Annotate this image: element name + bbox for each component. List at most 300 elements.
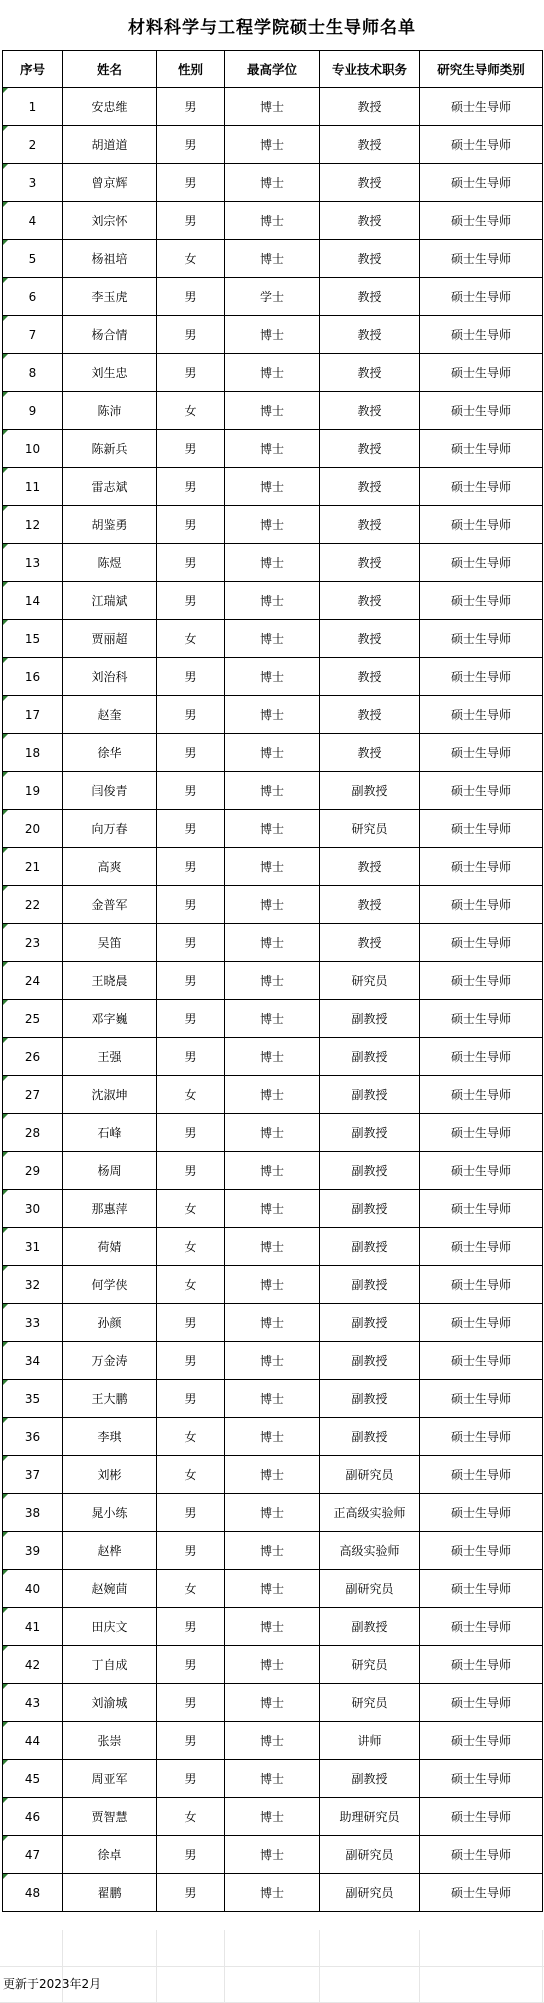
table-row [3,582,543,620]
cell-index: 3 [3,164,63,202]
cell-degree: 博士 [225,1190,320,1228]
cell-title: 教授 [320,886,420,924]
cell-advisor-type: 硕士生导师 [420,962,543,1000]
cell-name: 孙颜 [63,1304,157,1342]
table-row [3,620,543,658]
cell-index: 28 [3,1114,63,1152]
cell-advisor-type: 硕士生导师 [420,1608,543,1646]
cell-index: 11 [3,468,63,506]
cell-index: 2 [3,126,63,164]
table-row [3,1000,543,1038]
cell-gender: 女 [157,392,225,430]
cell-name: 杨祖培 [63,240,157,278]
cell-gender: 男 [157,164,225,202]
cell-title: 副教授 [320,1038,420,1076]
cell-advisor-type: 硕士生导师 [420,1646,543,1684]
cell-degree: 博士 [225,506,320,544]
cell-advisor-type: 硕士生导师 [420,1152,543,1190]
cell-advisor-type: 硕士生导师 [420,316,543,354]
cell-index: 5 [3,240,63,278]
cell-title: 副研究员 [320,1570,420,1608]
cell-name: 刘治科 [63,658,157,696]
cell-advisor-type: 硕士生导师 [420,240,543,278]
cell-title: 副教授 [320,1608,420,1646]
table-row [3,886,543,924]
table-row [3,1760,543,1798]
cell-advisor-type: 硕士生导师 [420,1304,543,1342]
cell-gender: 女 [157,1190,225,1228]
cell-index: 47 [3,1836,63,1874]
cell-advisor-type: 硕士生导师 [420,810,543,848]
cell-gender: 男 [157,1608,225,1646]
cell-index: 29 [3,1152,63,1190]
column-header-gender: 性别 [157,51,225,88]
cell-gender: 男 [157,1000,225,1038]
cell-advisor-type: 硕士生导师 [420,1456,543,1494]
table-row [3,734,543,772]
cell-title: 教授 [320,848,420,886]
cell-advisor-type: 硕士生导师 [420,1266,543,1304]
table-row [3,1494,543,1532]
cell-gender: 男 [157,506,225,544]
cell-degree: 博士 [225,924,320,962]
cell-index: 44 [3,1722,63,1760]
cell-name: 胡鉴勇 [63,506,157,544]
cell-index: 43 [3,1684,63,1722]
cell-name: 赵奎 [63,696,157,734]
cell-index: 33 [3,1304,63,1342]
table-row [3,1874,543,1912]
cell-title: 研究员 [320,810,420,848]
cell-degree: 博士 [225,582,320,620]
cell-name: 江瑞斌 [63,582,157,620]
cell-advisor-type: 硕士生导师 [420,886,543,924]
cell-name: 那惠萍 [63,1190,157,1228]
cell-degree: 博士 [225,202,320,240]
table-row [3,1304,543,1342]
cell-index: 1 [3,88,63,126]
cell-advisor-type: 硕士生导师 [420,430,543,468]
cell-title: 教授 [320,506,420,544]
cell-degree: 博士 [225,1266,320,1304]
cell-advisor-type: 硕士生导师 [420,696,543,734]
cell-title: 副研究员 [320,1874,420,1912]
cell-index: 8 [3,354,63,392]
cell-index: 17 [3,696,63,734]
cell-gender: 男 [157,1038,225,1076]
update-note: 更新于2023年2月 [3,1976,102,1991]
cell-advisor-type: 硕士生导师 [420,1000,543,1038]
cell-gender: 男 [157,1684,225,1722]
table-row [3,696,543,734]
table-row [3,1684,543,1722]
column-header-degree: 最高学位 [225,51,320,88]
cell-degree: 博士 [225,1760,320,1798]
cell-gender: 男 [157,468,225,506]
cell-degree: 博士 [225,734,320,772]
cell-title: 研究员 [320,962,420,1000]
cell-gender: 男 [157,810,225,848]
cell-gender: 男 [157,658,225,696]
cell-name: 周亚军 [63,1760,157,1798]
cell-title: 教授 [320,164,420,202]
cell-gender: 男 [157,924,225,962]
cell-title: 副研究员 [320,1836,420,1874]
table-row [3,1570,543,1608]
table-row [3,1836,543,1874]
cell-gender: 男 [157,1152,225,1190]
cell-gender: 男 [157,544,225,582]
table-row [3,1646,543,1684]
cell-degree: 博士 [225,1418,320,1456]
cell-title: 教授 [320,278,420,316]
cell-name: 雷志斌 [63,468,157,506]
table-row [3,1722,543,1760]
table-row [3,316,543,354]
cell-index: 34 [3,1342,63,1380]
cell-name: 李琪 [63,1418,157,1456]
cell-advisor-type: 硕士生导师 [420,126,543,164]
page-title: 材料科学与工程学院硕士生导师名单 [128,17,416,38]
cell-name: 陈沛 [63,392,157,430]
cell-title: 教授 [320,354,420,392]
cell-gender: 女 [157,1798,225,1836]
cell-degree: 博士 [225,658,320,696]
cell-name: 杨合情 [63,316,157,354]
cell-title: 教授 [320,126,420,164]
cell-index: 48 [3,1874,63,1912]
cell-name: 赵婉茴 [63,1570,157,1608]
cell-title: 副教授 [320,1190,420,1228]
cell-advisor-type: 硕士生导师 [420,1038,543,1076]
cell-index: 21 [3,848,63,886]
cell-advisor-type: 硕士生导师 [420,506,543,544]
cell-name: 胡道道 [63,126,157,164]
cell-name: 王晓晨 [63,962,157,1000]
cell-title: 副教授 [320,1304,420,1342]
cell-degree: 博士 [225,1228,320,1266]
cell-name: 刘生忠 [63,354,157,392]
cell-title: 副教授 [320,772,420,810]
cell-gender: 男 [157,1114,225,1152]
cell-title: 教授 [320,924,420,962]
cell-name: 向万春 [63,810,157,848]
cell-gender: 女 [157,1266,225,1304]
cell-index: 19 [3,772,63,810]
cell-title: 副研究员 [320,1456,420,1494]
table-row [3,810,543,848]
cell-index: 13 [3,544,63,582]
table-row [3,88,543,126]
table-row [3,1418,543,1456]
cell-index: 20 [3,810,63,848]
cell-degree: 博士 [225,1874,320,1912]
column-header-name: 姓名 [63,51,157,88]
cell-name: 刘渝城 [63,1684,157,1722]
cell-index: 6 [3,278,63,316]
cell-advisor-type: 硕士生导师 [420,582,543,620]
cell-name: 晁小练 [63,1494,157,1532]
cell-name: 陈新兵 [63,430,157,468]
cell-advisor-type: 硕士生导师 [420,772,543,810]
cell-gender: 男 [157,1874,225,1912]
cell-title: 研究员 [320,1684,420,1722]
cell-name: 李玉虎 [63,278,157,316]
table-row [3,1228,543,1266]
cell-index: 14 [3,582,63,620]
cell-title: 副教授 [320,1000,420,1038]
cell-index: 41 [3,1608,63,1646]
cell-title: 副教授 [320,1228,420,1266]
cell-degree: 博士 [225,1456,320,1494]
cell-title: 副教授 [320,1152,420,1190]
cell-degree: 博士 [225,1494,320,1532]
cell-advisor-type: 硕士生导师 [420,164,543,202]
cell-name: 杨周 [63,1152,157,1190]
cell-name: 沈淑坤 [63,1076,157,1114]
cell-title: 教授 [320,658,420,696]
table-row [3,1038,543,1076]
cell-name: 田庆文 [63,1608,157,1646]
cell-gender: 男 [157,582,225,620]
table-row [3,544,543,582]
table-row [3,278,543,316]
table-row [3,1266,543,1304]
table-row [3,658,543,696]
cell-degree: 博士 [225,1114,320,1152]
cell-advisor-type: 硕士生导师 [420,1532,543,1570]
cell-degree: 博士 [225,1380,320,1418]
cell-title: 教授 [320,88,420,126]
cell-advisor-type: 硕士生导师 [420,1114,543,1152]
cell-gender: 男 [157,1646,225,1684]
cell-gender: 男 [157,354,225,392]
cell-title: 副教授 [320,1342,420,1380]
cell-gender: 男 [157,88,225,126]
table-row [3,354,543,392]
cell-degree: 博士 [225,126,320,164]
cell-gender: 男 [157,1532,225,1570]
cell-degree: 博士 [225,620,320,658]
cell-advisor-type: 硕士生导师 [420,1874,543,1912]
cell-advisor-type: 硕士生导师 [420,1760,543,1798]
cell-gender: 男 [157,126,225,164]
cell-degree: 博士 [225,316,320,354]
cell-name: 徐卓 [63,1836,157,1874]
cell-gender: 男 [157,772,225,810]
cell-degree: 博士 [225,1304,320,1342]
cell-advisor-type: 硕士生导师 [420,88,543,126]
cell-degree: 博士 [225,962,320,1000]
cell-gender: 男 [157,1760,225,1798]
table-row [3,1152,543,1190]
cell-degree: 博士 [225,1038,320,1076]
cell-advisor-type: 硕士生导师 [420,1684,543,1722]
cell-gender: 女 [157,1570,225,1608]
cell-advisor-type: 硕士生导师 [420,1380,543,1418]
table-row [3,392,543,430]
cell-advisor-type: 硕士生导师 [420,1722,543,1760]
cell-name: 贾丽超 [63,620,157,658]
cell-name: 闫俊青 [63,772,157,810]
cell-gender: 男 [157,696,225,734]
table-header-row [3,51,543,88]
cell-name: 万金涛 [63,1342,157,1380]
cell-degree: 学士 [225,278,320,316]
cell-advisor-type: 硕士生导师 [420,354,543,392]
cell-title: 教授 [320,430,420,468]
table-row [3,468,543,506]
cell-degree: 博士 [225,468,320,506]
table-row [3,1380,543,1418]
cell-degree: 博士 [225,1798,320,1836]
cell-advisor-type: 硕士生导师 [420,544,543,582]
cell-title: 教授 [320,468,420,506]
cell-advisor-type: 硕士生导师 [420,734,543,772]
cell-title: 副教授 [320,1380,420,1418]
cell-title: 教授 [320,696,420,734]
cell-name: 安忠维 [63,88,157,126]
table-row [3,164,543,202]
cell-degree: 博士 [225,1152,320,1190]
cell-index: 27 [3,1076,63,1114]
cell-index: 7 [3,316,63,354]
cell-name: 陈煜 [63,544,157,582]
cell-gender: 男 [157,1342,225,1380]
cell-index: 23 [3,924,63,962]
table-row [3,848,543,886]
cell-gender: 男 [157,1380,225,1418]
cell-name: 吴笛 [63,924,157,962]
cell-advisor-type: 硕士生导师 [420,1494,543,1532]
cell-index: 9 [3,392,63,430]
cell-index: 10 [3,430,63,468]
cell-index: 24 [3,962,63,1000]
cell-name: 邓字巍 [63,1000,157,1038]
cell-name: 翟鹏 [63,1874,157,1912]
cell-title: 教授 [320,582,420,620]
cell-index: 38 [3,1494,63,1532]
cell-degree: 博士 [225,696,320,734]
cell-advisor-type: 硕士生导师 [420,1076,543,1114]
cell-title: 研究员 [320,1646,420,1684]
cell-degree: 博士 [225,88,320,126]
cell-index: 39 [3,1532,63,1570]
cell-title: 高级实验师 [320,1532,420,1570]
cell-gender: 男 [157,1836,225,1874]
table-row [3,962,543,1000]
cell-name: 丁自成 [63,1646,157,1684]
cell-advisor-type: 硕士生导师 [420,1798,543,1836]
cell-advisor-type: 硕士生导师 [420,848,543,886]
cell-gender: 男 [157,202,225,240]
table-row [3,772,543,810]
cell-advisor-type: 硕士生导师 [420,1190,543,1228]
cell-index: 46 [3,1798,63,1836]
cell-degree: 博士 [225,1342,320,1380]
cell-name: 何学侠 [63,1266,157,1304]
cell-gender: 男 [157,430,225,468]
cell-advisor-type: 硕士生导师 [420,1836,543,1874]
cell-title: 教授 [320,544,420,582]
column-header-title: 专业技术职务 [320,51,420,88]
cell-title: 正高级实验师 [320,1494,420,1532]
cell-advisor-type: 硕士生导师 [420,202,543,240]
column-header-index: 序号 [3,51,63,88]
cell-index: 40 [3,1570,63,1608]
cell-index: 36 [3,1418,63,1456]
cell-title: 教授 [320,734,420,772]
cell-degree: 博士 [225,772,320,810]
cell-name: 王大鹏 [63,1380,157,1418]
cell-gender: 女 [157,240,225,278]
table-row [3,1190,543,1228]
cell-title: 副教授 [320,1266,420,1304]
cell-title: 教授 [320,620,420,658]
cell-index: 35 [3,1380,63,1418]
cell-degree: 博士 [225,1836,320,1874]
cell-gender: 男 [157,962,225,1000]
table-body [3,88,543,1912]
cell-index: 25 [3,1000,63,1038]
cell-degree: 博士 [225,1000,320,1038]
cell-degree: 博士 [225,1646,320,1684]
cell-degree: 博士 [225,164,320,202]
column-header-advisor-type: 研究生导师类别 [420,51,543,88]
cell-gender: 男 [157,1304,225,1342]
cell-advisor-type: 硕士生导师 [420,278,543,316]
cell-title: 教授 [320,392,420,430]
cell-gender: 女 [157,1228,225,1266]
table-row [3,1114,543,1152]
cell-advisor-type: 硕士生导师 [420,620,543,658]
cell-index: 12 [3,506,63,544]
cell-advisor-type: 硕士生导师 [420,924,543,962]
cell-index: 30 [3,1190,63,1228]
cell-gender: 男 [157,734,225,772]
cell-gender: 女 [157,1456,225,1494]
table-row [3,1342,543,1380]
cell-advisor-type: 硕士生导师 [420,1228,543,1266]
cell-name: 王强 [63,1038,157,1076]
cell-name: 高爽 [63,848,157,886]
cell-degree: 博士 [225,1608,320,1646]
cell-title: 副教授 [320,1076,420,1114]
cell-degree: 博士 [225,886,320,924]
cell-gender: 女 [157,1418,225,1456]
cell-title: 副教授 [320,1418,420,1456]
cell-index: 32 [3,1266,63,1304]
table-row [3,1076,543,1114]
table-row [3,924,543,962]
table-row [3,1456,543,1494]
cell-degree: 博士 [225,544,320,582]
table-row [3,1798,543,1836]
cell-advisor-type: 硕士生导师 [420,468,543,506]
table-row [3,506,543,544]
cell-degree: 博士 [225,848,320,886]
cell-title: 助理研究员 [320,1798,420,1836]
cell-gender: 男 [157,278,225,316]
cell-name: 曾京辉 [63,164,157,202]
cell-name: 贾智慧 [63,1798,157,1836]
table-row [3,430,543,468]
cell-gender: 男 [157,886,225,924]
cell-degree: 博士 [225,1684,320,1722]
cell-title: 教授 [320,202,420,240]
cell-gender: 女 [157,1076,225,1114]
cell-name: 张崇 [63,1722,157,1760]
